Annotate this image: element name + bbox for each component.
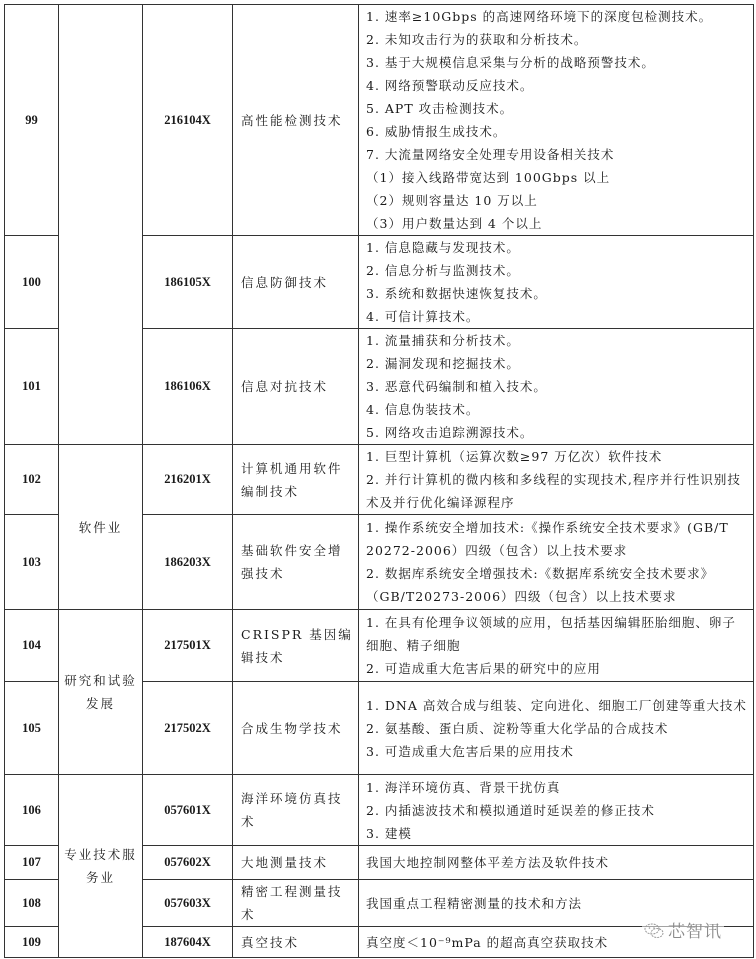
desc-item: 1. 流量捕获和分析技术。 bbox=[366, 333, 520, 348]
watermark bbox=[642, 917, 724, 942]
tech-description bbox=[359, 775, 754, 846]
desc-item: 1. 操作系统安全增加技术:《操作系统安全技术要求》(GB/T 20272-2006）四级（包含）以上技术要求 bbox=[366, 520, 729, 558]
desc-item: 2. 并行计算机的微内核和多线程的实现技术,程序并行性识别技术及并行优化编译源程序 bbox=[366, 472, 741, 510]
tech-code: 216104X bbox=[143, 5, 233, 236]
table-row bbox=[5, 610, 754, 682]
tech-description bbox=[359, 445, 754, 515]
desc-item: 2. 可造成重大危害后果的研究中的应用 bbox=[366, 661, 601, 676]
row-number: 99 bbox=[5, 5, 59, 236]
tech-code: 216201X bbox=[143, 445, 233, 515]
desc-item: 4. 网络预警联动反应技术。 bbox=[366, 78, 534, 93]
row-number: 101 bbox=[5, 329, 59, 445]
tech-name: 合成生物学技术 bbox=[233, 682, 359, 775]
desc-item: 1. 在具有伦理争议领域的应用，包括基因编辑胚胎细胞、卵子细胞、精子细胞 bbox=[366, 615, 736, 653]
desc-item: 3. 系统和数据快速恢复技术。 bbox=[366, 286, 547, 301]
desc-item: 6. 威胁情报生成技术。 bbox=[366, 124, 507, 139]
row-number: 106 bbox=[5, 775, 59, 846]
row-number: 103 bbox=[5, 515, 59, 610]
tech-code: 217501X bbox=[143, 610, 233, 682]
desc-item: 真空度＜10⁻⁹mPa 的超高真空获取技术 bbox=[366, 934, 609, 950]
desc-item: （1）接入线路带宽达到 100Gbps 以上 bbox=[366, 170, 611, 185]
desc-item: 5. 网络攻击追踪溯源技术。 bbox=[366, 425, 534, 440]
desc-item: 1. DNA 高效合成与组装、定向进化、细胞工厂创建等重大技术 bbox=[366, 697, 747, 713]
table-row bbox=[5, 445, 754, 515]
tech-code: 186106X bbox=[143, 329, 233, 445]
desc-item: 我国重点工程精密测量的技术和方法 bbox=[366, 895, 583, 911]
tech-name: 精密工程测量技术 bbox=[233, 880, 359, 927]
industry-research: 研究和试验发展 bbox=[59, 610, 143, 775]
desc-item: （2）规则容量达 10 万以上 bbox=[366, 193, 538, 208]
desc-item: 4. 信息伪装技术。 bbox=[366, 402, 480, 417]
desc-item: （3）用户数量达到 4 个以上 bbox=[366, 216, 543, 231]
desc-item: 2. 漏洞发现和挖掘技术。 bbox=[366, 356, 520, 371]
tech-name: 海洋环境仿真技术 bbox=[233, 775, 359, 846]
tech-name: CRISPR 基因编辑技术 bbox=[233, 610, 359, 682]
desc-item: 7. 大流量网络安全处理专用设备相关技术 bbox=[366, 147, 615, 162]
industry-professional: 专业技术服务业 bbox=[59, 775, 143, 958]
desc-item: 3. 可造成重大危害后果的应用技术 bbox=[366, 743, 574, 759]
industry-cell-empty bbox=[59, 5, 143, 445]
desc-item: 1. 巨型计算机（运算次数≥97 万亿次）软件技术 bbox=[366, 449, 663, 464]
tech-name: 高性能检测技术 bbox=[233, 5, 359, 236]
tech-name: 真空技术 bbox=[233, 927, 359, 958]
desc-item: 5. APT 攻击检测技术。 bbox=[366, 101, 514, 116]
tech-code: 217502X bbox=[143, 682, 233, 775]
desc-item: 3. 恶意代码编制和植入技术。 bbox=[366, 379, 547, 394]
desc-item: 2. 未知攻击行为的获取和分析技术。 bbox=[366, 32, 588, 47]
row-number: 105 bbox=[5, 682, 59, 775]
row-number: 100 bbox=[5, 236, 59, 329]
desc-item: 1. 海洋环境仿真、背景干扰仿真 bbox=[366, 779, 561, 795]
tech-name: 基础软件安全增强技术 bbox=[233, 515, 359, 610]
desc-item: 3. 基于大规模信息采集与分析的战略预警技术。 bbox=[366, 55, 655, 70]
tech-name: 大地测量技术 bbox=[233, 846, 359, 880]
desc-item: 1. 信息隐藏与发现技术。 bbox=[366, 240, 520, 255]
table-row bbox=[5, 775, 754, 846]
industry-software: 软件业 bbox=[59, 445, 143, 610]
tech-description bbox=[359, 329, 754, 445]
row-number: 102 bbox=[5, 445, 59, 515]
tech-description bbox=[359, 846, 754, 880]
row-number: 108 bbox=[5, 880, 59, 927]
tech-description bbox=[359, 236, 754, 329]
table-row bbox=[5, 5, 754, 236]
desc-item: 2. 内插滤波技术和模拟通道时延误差的修正技术 bbox=[366, 802, 655, 818]
desc-item: 2. 信息分析与监测技术。 bbox=[366, 263, 520, 278]
tech-code: 186203X bbox=[143, 515, 233, 610]
tech-code: 057603X bbox=[143, 880, 233, 927]
desc-item: 4. 可信计算技术。 bbox=[366, 309, 480, 324]
tech-description bbox=[359, 5, 754, 236]
tech-code: 057601X bbox=[143, 775, 233, 846]
tech-code: 057602X bbox=[143, 846, 233, 880]
desc-item: 3. 建模 bbox=[366, 825, 412, 841]
tech-name: 计算机通用软件编制技术 bbox=[233, 445, 359, 515]
row-number: 104 bbox=[5, 610, 59, 682]
tech-name: 信息对抗技术 bbox=[233, 329, 359, 445]
tech-description bbox=[359, 682, 754, 775]
desc-item: 1. 速率≥10Gbps 的高速网络环境下的深度包检测技术。 bbox=[366, 9, 713, 24]
tech-code: 187604X bbox=[143, 927, 233, 958]
tech-description bbox=[359, 515, 754, 610]
tech-code: 186105X bbox=[143, 236, 233, 329]
tech-name: 信息防御技术 bbox=[233, 236, 359, 329]
desc-item: 2. 氨基酸、蛋白质、淀粉等重大化学品的合成技术 bbox=[366, 720, 669, 736]
row-number: 109 bbox=[5, 927, 59, 958]
desc-item: 我国大地控制网整体平差方法及软件技术 bbox=[366, 855, 610, 870]
tech-description bbox=[359, 610, 754, 682]
watermark-text: 芯智讯 bbox=[668, 922, 722, 942]
desc-item: 2. 数据库系统安全增强技术:《数据库系统安全技术要求》（GB/T20273-2006）四级（包含）以上技术要求 bbox=[366, 566, 715, 604]
wechat-icon bbox=[644, 923, 664, 939]
technology-table bbox=[4, 4, 754, 958]
row-number: 107 bbox=[5, 846, 59, 880]
